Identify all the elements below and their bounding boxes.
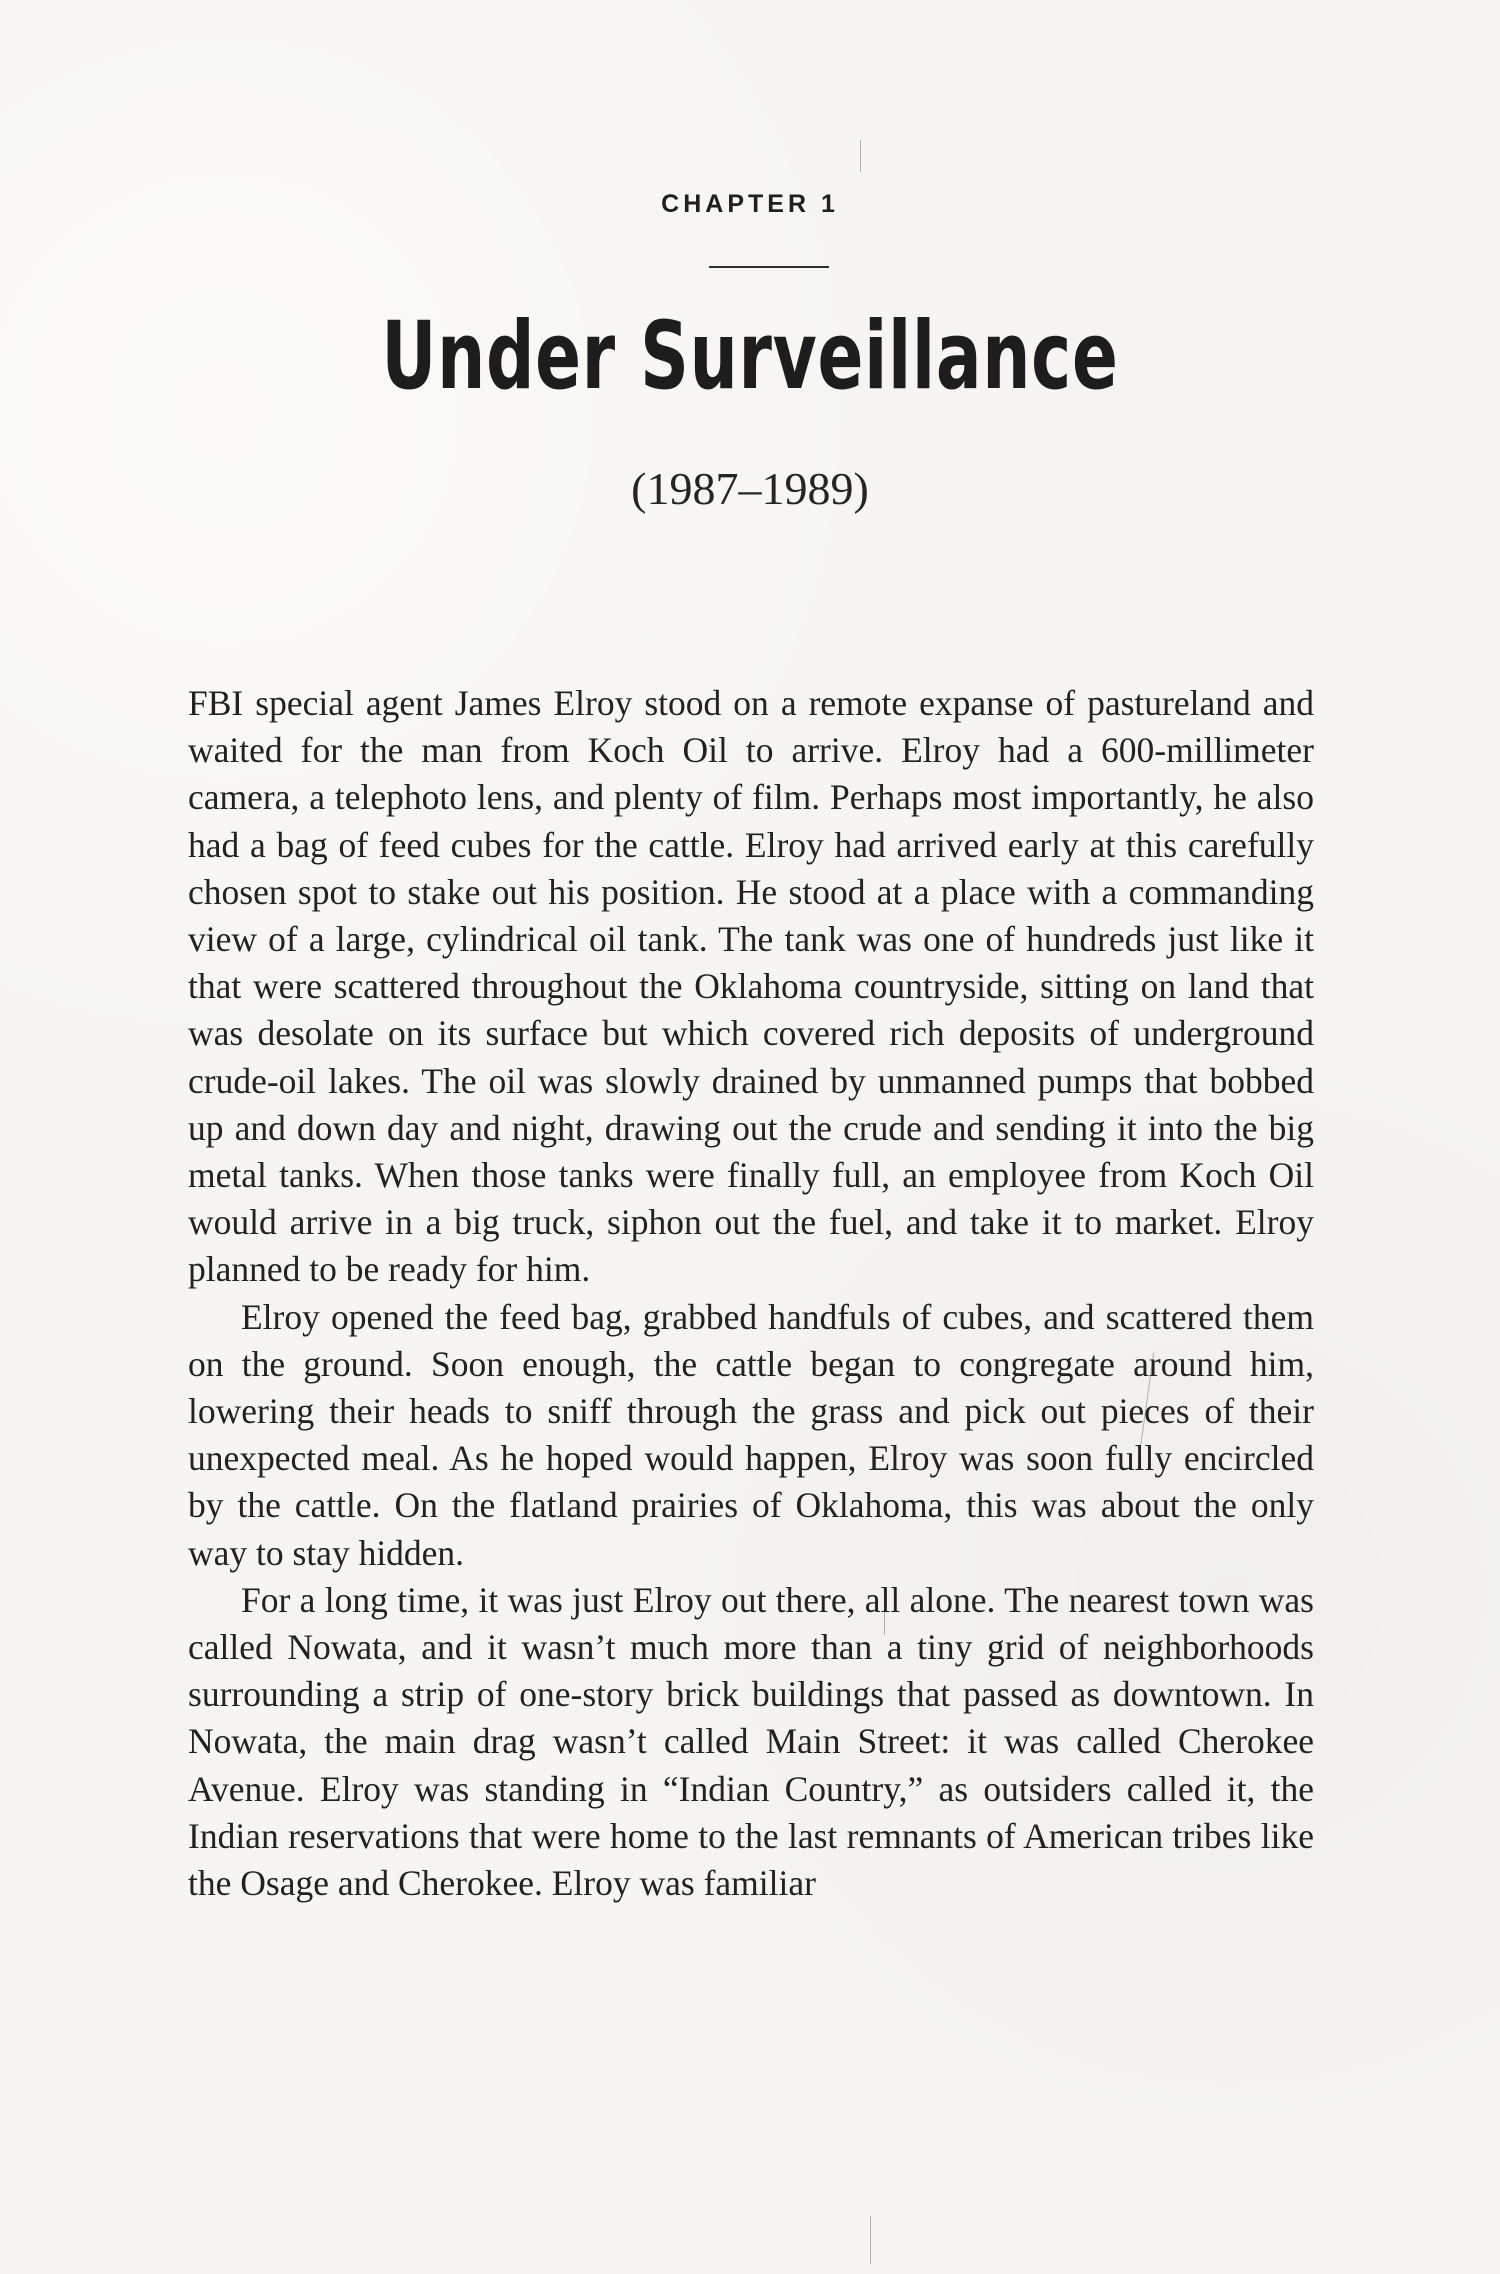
scan-mark bbox=[870, 2216, 871, 2264]
chapter-body bbox=[188, 680, 1314, 1907]
scan-mark bbox=[860, 140, 861, 172]
chapter-label: CHAPTER 1 bbox=[661, 190, 839, 218]
body-paragraph: For a long time, it was just Elroy out there, all alone. The nearest town was called Nowata, and it wasn’t much more than a tiny grid of neighborhoods surrounding a strip of one-story brick buildings that passed as downtown. In Nowata, the main drag wasn’t called Main Street: it was called Cherokee Avenue. Elroy was standing in “Indian Country,” as outsiders called it, the Indian reservations that were home to the last remnants of American tribes like the Osage and Cherokee. Elroy was familiar bbox=[188, 1579, 1314, 1904]
chapter-title: Under Surveillance bbox=[381, 302, 1119, 411]
body-paragraph: FBI special agent James Elroy stood on a remote expanse of pastureland and waited for the man from Koch Oil to arrive. Elroy had a 600-millimeter camera, a telephoto lens, and plenty of film. Perhaps most importantly, he also had a bag of feed cubes for the cattle. Elroy had arrived early at this carefully chosen spot to stake out his position. He stood at a place with a commanding view of a large, cylindrical oil tank. The tank was one of hundreds just like it that were scattered throughout the Oklahoma countryside, sitting on land that was desolate on its surface but which covered rich deposits of underground crude-oil lakes. The oil was slowly drained by unmanned pumps that bobbed up and down day and night, drawing out the crude and sending it into the big metal tanks. When those tanks were finally full, an employee from Koch Oil would arrive in a big truck, siphon out the fuel, and take it to market. Elroy planned to be ready for him. bbox=[188, 683, 1314, 1290]
body-paragraph: Elroy opened the feed bag, grabbed handfuls of cubes, and scattered them on the ground. Soon enough, the cattle began to congregate around him, lowering their heads to sniff through the grass and pick out pieces of their unexpected meal. As he hoped would happen, Elroy was soon fully encircled by the cattle. On the flatland prairies of Oklahoma, this was about the only way to stay hidden. bbox=[188, 1296, 1314, 1573]
chapter-date-range: (1987–1989) bbox=[631, 463, 869, 514]
chapter-divider bbox=[709, 266, 829, 268]
scan-mark bbox=[884, 1605, 885, 1635]
